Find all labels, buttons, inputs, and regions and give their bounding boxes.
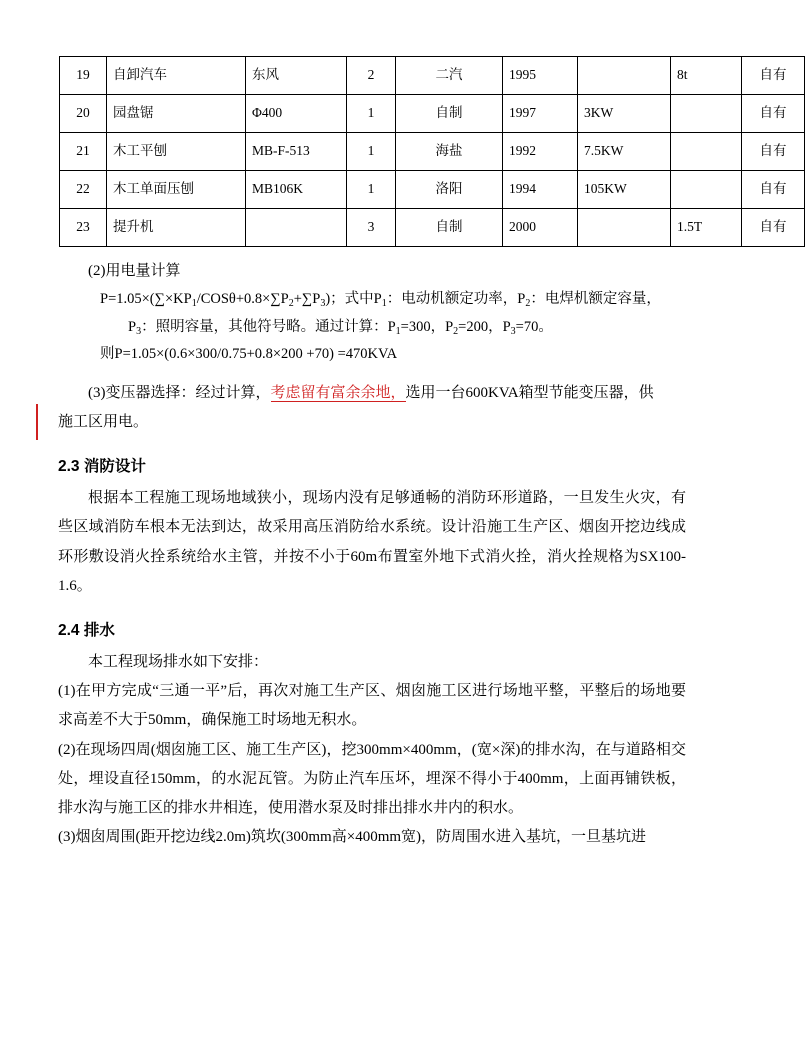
cell-maker: 洛阳 <box>396 171 503 209</box>
cell-spec: MB106K <box>246 171 347 209</box>
cell-spec <box>246 209 347 247</box>
cell-maker: 海盐 <box>396 133 503 171</box>
formula-sub-9: 3 <box>510 325 516 337</box>
cell-capacity <box>671 133 742 171</box>
cell-index: 23 <box>60 209 107 247</box>
item-2-title: (2)用电量计算 <box>88 263 181 279</box>
cell-capacity <box>671 171 742 209</box>
section-2-3-heading: 2.3 消防设计 <box>58 458 146 476</box>
cell-name: 园盘锯 <box>107 95 246 133</box>
cell-owner: 自有 <box>742 133 805 171</box>
cell-capacity <box>671 95 742 133</box>
cell-power <box>578 57 671 95</box>
cell-spec: MB-F-513 <box>246 133 347 171</box>
item-3-highlight: 考虑留有富余余地， <box>270 384 406 401</box>
formula-1-part-f: ：电焊机额定容量， <box>530 291 661 308</box>
cell-maker: 自制 <box>396 209 503 247</box>
revision-bar <box>36 404 38 440</box>
cell-capacity: 8t <box>671 57 742 95</box>
cell-quantity: 3 <box>347 209 396 247</box>
cell-owner: 自有 <box>742 209 805 247</box>
formula-1-part-b: /COSθ+0.8×∑P <box>196 291 289 308</box>
formula-2-part-a: P <box>128 318 137 335</box>
cell-maker: 自制 <box>396 95 503 133</box>
formula-1-part-e: ：电动机额定功率，P <box>386 291 526 308</box>
cell-owner: 自有 <box>742 171 805 209</box>
formula-sub-2: 2 <box>288 298 294 310</box>
cell-spec: Φ400 <box>246 95 347 133</box>
formula-sub-3: 3 <box>320 298 326 310</box>
cell-power: 7.5KW <box>578 133 671 171</box>
formula-1-part-d: )；式中P <box>325 291 382 308</box>
item-3-paragraph-line2: 施工区用电。 <box>58 414 149 431</box>
formula-2-part-c: =300，P <box>400 318 454 335</box>
cell-index: 19 <box>60 57 107 95</box>
equipment-table <box>59 56 805 247</box>
formula-2-part-e: =70。 <box>515 318 553 335</box>
formula-sub-1: 1 <box>191 298 197 310</box>
cell-power: 3KW <box>578 95 671 133</box>
item-3-text-post: 选用一台600KVA箱型节能变压器，供 <box>405 384 654 401</box>
cell-power <box>578 209 671 247</box>
formula-line-1 <box>58 286 686 314</box>
section-2-3-paragraph: 根据本工程施工现场地域狭小，现场内没有足够通畅的消防环形道路，一旦发生火灾，有些区域消防车根本无法到达，故采用高压消防给水系统。设计沿施工生产区、烟囱开挖边线成环形敷设消火拴系统给水主管，并按不小于60m布置室外地下式消火拴，消火拴规格为SX100-1.6。 <box>58 490 686 594</box>
cell-name: 自卸汽车 <box>107 57 246 95</box>
item-3-paragraph <box>58 379 686 408</box>
cell-year: 1994 <box>503 171 578 209</box>
formula-2-part-d: =200，P <box>458 318 511 335</box>
cell-name: 木工单面压刨 <box>107 171 246 209</box>
formula-sub-8: 2 <box>453 325 459 337</box>
cell-index: 21 <box>60 133 107 171</box>
cell-name: 木工平刨 <box>107 133 246 171</box>
cell-capacity: 1.5T <box>671 209 742 247</box>
item-3-text-pre: (3)变压器选择：经过计算， <box>88 384 271 401</box>
cell-quantity: 1 <box>347 171 396 209</box>
cell-name: 提升机 <box>107 209 246 247</box>
cell-owner: 自有 <box>742 57 805 95</box>
cell-index: 20 <box>60 95 107 133</box>
formula-1-part-c: +∑P <box>293 291 321 308</box>
cell-year: 1992 <box>503 133 578 171</box>
section-2-4-item-1: (1)在甲方完成“三通一平”后，再次对施工生产区、烟囱施工区进行场地平整，平整后的场地要求高差不大于50mm，确保施工时场地无积水。 <box>58 683 686 729</box>
formula-2-part-b: ：照明容量，其他符号略。通过计算：P <box>141 318 396 335</box>
section-2-4-item-3: (3)烟囱周围(距开挖边线2.0m)筑坎(300mm高×400mm宽)，防周围水进入基坑，一旦基坑进 <box>58 829 647 846</box>
section-2-4-heading: 2.4 排水 <box>58 622 115 640</box>
table-row <box>60 95 805 133</box>
formula-sub-4: 1 <box>381 298 387 310</box>
table-row <box>60 171 805 209</box>
cell-maker: 二汽 <box>396 57 503 95</box>
table-row <box>60 57 805 95</box>
formula-sub-5: 2 <box>525 298 531 310</box>
table-row <box>60 209 805 247</box>
cell-spec: 东风 <box>246 57 347 95</box>
equipment-table-body <box>60 57 805 247</box>
cell-power: 105KW <box>578 171 671 209</box>
formula-line-3: 则P=1.05×(0.6×300/0.75+0.8×200 +70) =470KVA <box>100 346 398 363</box>
formula-sub-7: 1 <box>395 325 401 337</box>
section-2-4-intro: 本工程现场排水如下安排： <box>88 653 269 670</box>
cell-year: 1995 <box>503 57 578 95</box>
cell-year: 1997 <box>503 95 578 133</box>
formula-sub-6: 3 <box>136 325 142 337</box>
cell-quantity: 2 <box>347 57 396 95</box>
cell-owner: 自有 <box>742 95 805 133</box>
formula-line-2 <box>58 314 686 342</box>
cell-quantity: 1 <box>347 95 396 133</box>
cell-index: 22 <box>60 171 107 209</box>
cell-year: 2000 <box>503 209 578 247</box>
table-row <box>60 133 805 171</box>
formula-1-part-a: P=1.05×(∑×KP <box>100 291 192 308</box>
cell-quantity: 1 <box>347 133 396 171</box>
section-2-4-item-2: (2)在现场四周(烟囱施工区、施工生产区)，挖300mm×400mm，(宽×深)的排水沟，在与道路相交处，埋设直径150mm，的水泥瓦管。为防止汽车压坏，埋深不得小于400mm，上面再铺铁板，排水沟与施工区的排水井相连，使用潜水泵及时排出排水井内的积水。 <box>58 741 686 817</box>
